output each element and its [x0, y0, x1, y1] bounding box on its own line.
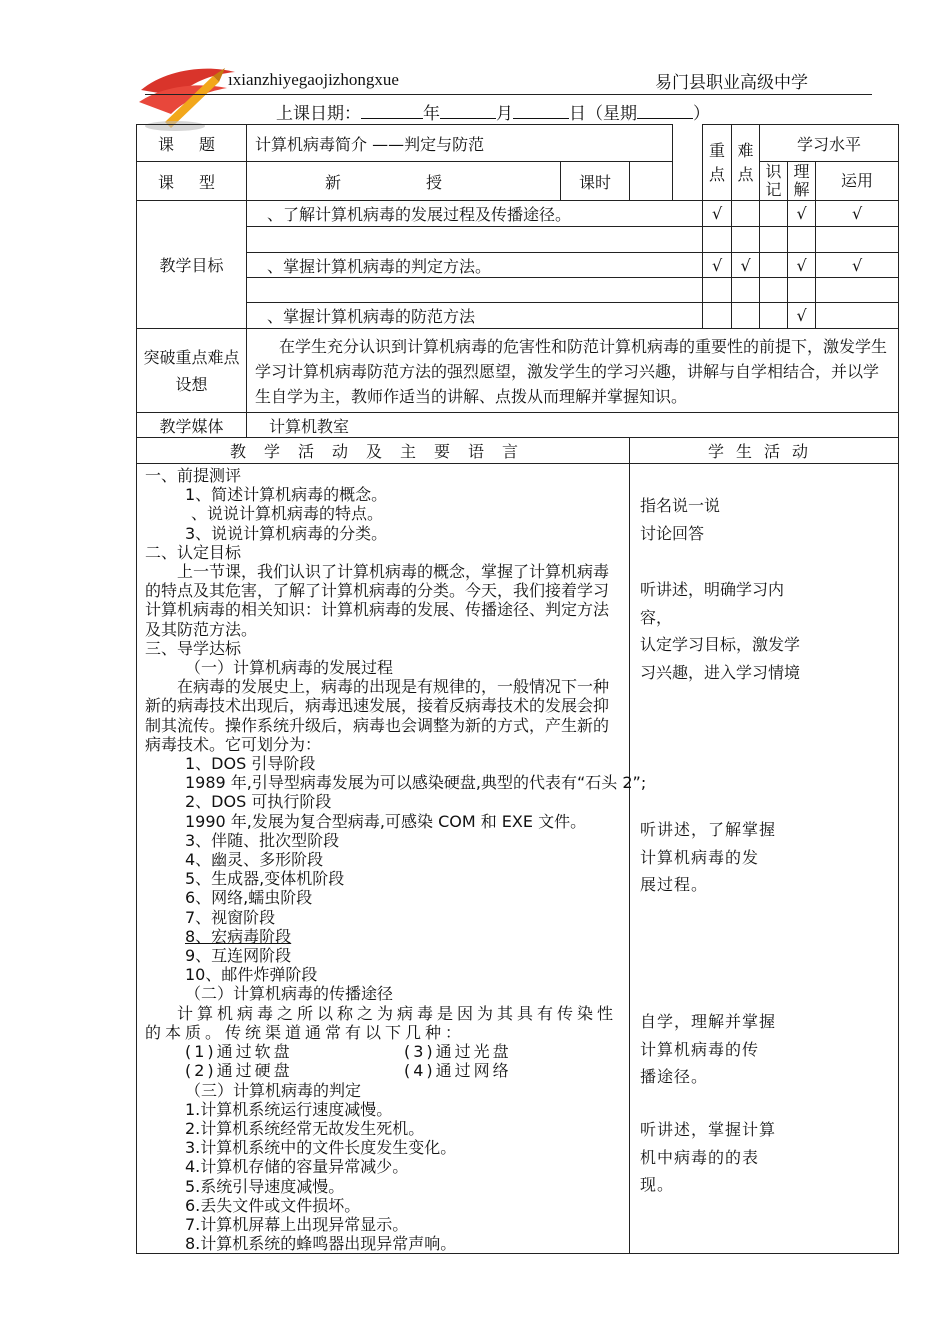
judge-item: 3.计算机系统中的文件长度发生变化。 — [185, 1138, 457, 1158]
lesson-plan-table — [136, 124, 899, 1254]
stage-item: 9、互连网阶段 — [185, 946, 292, 966]
student-line: 指名说一说 — [640, 496, 721, 515]
student-line: 认定学习目标，激发学 — [640, 635, 801, 654]
stage-item: 5、生成器,变体机阶段 — [185, 869, 345, 889]
objective-blank-2-apply — [816, 278, 899, 303]
objective-blank-1-apply — [816, 227, 899, 253]
student-block-1 — [640, 492, 810, 547]
day-blank[interactable] — [513, 102, 569, 119]
date-label: 上课日期： — [276, 104, 361, 124]
stage-item: 8、宏病毒阶段 — [185, 926, 292, 946]
section-3-title: 三、导学达标 — [145, 638, 242, 658]
level-header: 学习水平 — [760, 125, 899, 162]
weekday-blank[interactable] — [637, 102, 693, 119]
student-line: 机中病毒的的表 — [640, 1147, 760, 1167]
stage-item: 4、幽灵、多形阶段 — [185, 850, 324, 870]
school-name: 易门县职业高级中学 — [655, 73, 808, 93]
judge-item: 5.系统引导速度减慢。 — [185, 1176, 345, 1196]
objective-blank-2-difficulty — [732, 278, 760, 303]
year-blank[interactable] — [361, 102, 423, 119]
objective-blank-2 — [247, 278, 703, 303]
date-close: ） — [693, 104, 710, 124]
student-block-5 — [640, 1116, 810, 1199]
media-label: 教学媒体 — [137, 413, 247, 438]
student-column-header: 学生活动 — [630, 438, 899, 464]
student-block-3 — [640, 816, 810, 899]
breakthrough-label: 突破重点难点设想 — [137, 329, 247, 413]
objective-3-apply — [816, 303, 899, 329]
stage-item: 1989 年,引导型病毒发展为可以感染硬盘,典型的代表有“石头 2”; — [185, 773, 647, 793]
judge-item: 1.计算机系统运行速度减慢。 — [185, 1099, 393, 1119]
route-item: (2)通过硬盘 — [185, 1061, 293, 1081]
objective-3-difficulty — [732, 303, 760, 329]
objective-2-difficulty: √ — [732, 253, 760, 278]
routes-row-1 — [145, 1042, 623, 1061]
objective-1-memorize — [760, 201, 788, 227]
section-2-paragraph: 上一节课，我们认识了计算机病毒的概念，掌握了计算机病毒的特点及其危害，了解了计算机病毒的分类。今天，我们接着学习计算机病毒的相关知识：计算机病毒的发展、传播途径、判定方法及其防范方法。 — [145, 562, 610, 639]
judge-item: 6.丢失文件或文件损坏。 — [185, 1195, 361, 1215]
assessment-item-2: 、说说计算机病毒的特点。 — [191, 504, 384, 524]
assessment-item-3: 3、说说计算机病毒的分类。 — [185, 523, 388, 543]
breakthrough-text: 在学生充分认识到计算机病毒的危害性和防范计算机病毒的重要性的前提下，激发学生学习计算机病毒防范方法的强烈愿望，激发学生的学习兴趣，讲解与自学相结合，并以学生自学为主，教师作适当的讲解、点拨从而理解并掌握知识。 — [247, 329, 899, 413]
day-label: 日（星期 — [569, 104, 637, 124]
objective-3-memorize — [760, 303, 788, 329]
objective-blank-1-difficulty — [732, 227, 760, 253]
objective-1-understand: √ — [788, 201, 816, 227]
objective-blank-1-understand — [788, 227, 816, 253]
stage-item: 1990 年,发展为复合型病毒,可感染 COM 和 EXE 文件。 — [185, 811, 587, 831]
level-col-understand: 理解 — [788, 162, 816, 201]
judge-item: 4.计算机存储的容量异常减少。 — [185, 1157, 409, 1177]
difficulty-header: 难点 — [732, 125, 760, 201]
level-col-memorize: 识记 — [760, 162, 788, 201]
route-item: (4)通过网络 — [404, 1061, 512, 1081]
student-line: 听讲述，掌握计算 — [640, 1120, 777, 1139]
media-value: 计算机教室 — [247, 413, 899, 438]
judge-item: 2.计算机系统经常无故发生死机。 — [185, 1118, 425, 1138]
student-block-2 — [640, 576, 812, 686]
stage-item: 10、邮件炸弹阶段 — [185, 965, 318, 985]
header-divider — [145, 94, 872, 95]
objectives-label: 教学目标 — [137, 201, 247, 329]
objective-blank-1 — [247, 227, 703, 253]
objective-3-key — [703, 303, 732, 329]
judge-item: 8.计算机系统的蜂鸣器出现异常声响。 — [185, 1234, 457, 1254]
objective-3-understand: √ — [788, 303, 816, 329]
topic-spacer — [673, 125, 703, 162]
type-spacer — [673, 162, 703, 201]
level-col-apply: 运用 — [816, 162, 899, 201]
student-line: 听讲述，明确学习内容， — [640, 580, 785, 627]
student-line: 自学，理解并掌握 — [640, 1012, 777, 1031]
objective-blank-2-key — [703, 278, 732, 303]
subsection-1-title: （一）计算机病毒的发展过程 — [185, 658, 394, 678]
type-label: 课 型 — [137, 162, 247, 201]
section-1-title: 一、前提测评 — [145, 466, 242, 485]
month-blank[interactable] — [440, 102, 496, 119]
objective-blank-2-memorize — [760, 278, 788, 303]
student-line: 播途径。 — [640, 1067, 709, 1086]
stage-item: 3、伴随、批次型阶段 — [185, 830, 340, 850]
topic-label: 课 题 — [137, 125, 247, 162]
student-line: 习兴趣，进入学习情境 — [640, 662, 801, 682]
objective-2-key: √ — [703, 253, 732, 278]
subsection-3-title: （三）计算机病毒的判定 — [185, 1080, 362, 1100]
judge-item: 7.计算机屏幕上出现异常显示。 — [185, 1214, 409, 1234]
student-line: 听讲述，了解掌握 — [640, 820, 777, 839]
student-line: 讨论回答 — [640, 523, 705, 543]
objective-blank-1-key — [703, 227, 732, 253]
objective-1-difficulty — [732, 201, 760, 227]
hours-value[interactable] — [630, 162, 673, 201]
type-value: 新 授 — [247, 162, 561, 201]
objective-2-memorize — [760, 253, 788, 278]
hours-label: 课时 — [561, 162, 630, 201]
stage-item: 6、网络,蠕虫阶段 — [185, 888, 313, 908]
routes-row-2 — [145, 1061, 623, 1080]
assessment-item-1: 1、简述计算机病毒的概念。 — [185, 485, 388, 505]
objective-3: 、掌握计算机病毒的防范方法 — [247, 303, 703, 329]
student-line: 计算机病毒的发 — [640, 847, 760, 867]
student-block-4 — [640, 1008, 810, 1091]
subsection-2-paragraph: 计算机病毒之所以称之为病毒是因为其具有传染性的本质。传统渠道通常有以下几种： — [145, 1003, 618, 1042]
month-label: 月 — [496, 104, 513, 124]
header-pinyin: ıxianzhiyegaojizhongxue — [228, 70, 399, 89]
subsection-2-title: （二）计算机病毒的传播途径 — [185, 984, 394, 1004]
teaching-column-header: 教学活动及主要语言 — [137, 438, 630, 464]
objective-1-key: √ — [703, 201, 732, 227]
year-label: 年 — [423, 104, 440, 124]
student-line: 现。 — [640, 1175, 675, 1194]
objective-2-apply: √ — [816, 253, 899, 278]
objective-1: 、了解计算机病毒的发展过程及传播途径。 — [247, 201, 703, 227]
student-line: 计算机病毒的传 — [640, 1039, 760, 1059]
objective-2: 、掌握计算机病毒的判定方法。 — [247, 253, 703, 278]
route-item: (3)通过光盘 — [404, 1042, 512, 1062]
objective-1-apply: √ — [816, 201, 899, 227]
objective-blank-2-understand — [788, 278, 816, 303]
teaching-content — [137, 464, 647, 1254]
objective-blank-1-memorize — [760, 227, 788, 253]
stage-item: 2、DOS 可执行阶段 — [185, 792, 332, 812]
objective-2-understand: √ — [788, 253, 816, 278]
lesson-date-line — [276, 99, 710, 124]
topic-value: 计算机病毒简介 ——判定与防范 — [247, 125, 673, 162]
student-line: 展过程。 — [640, 875, 709, 894]
key-point-header: 重点 — [703, 125, 732, 201]
section-2-title: 二、认定目标 — [145, 542, 242, 562]
subsection-1-paragraph: 在病毒的发展史上，病毒的出现是有规律的，一般情况下一种新的病毒技术出现后，病毒迅速发展，接着反病毒技术的发展会抑制其流传。操作系统升级后，病毒也会调整为新的方式，产生新的病毒技术。它可划分为： — [145, 677, 610, 754]
student-activities — [630, 464, 899, 1254]
stage-item: 7、视窗阶段 — [185, 907, 276, 927]
route-item: (1)通过软盘 — [185, 1042, 293, 1062]
stage-item: 1、DOS 引导阶段 — [185, 754, 316, 774]
